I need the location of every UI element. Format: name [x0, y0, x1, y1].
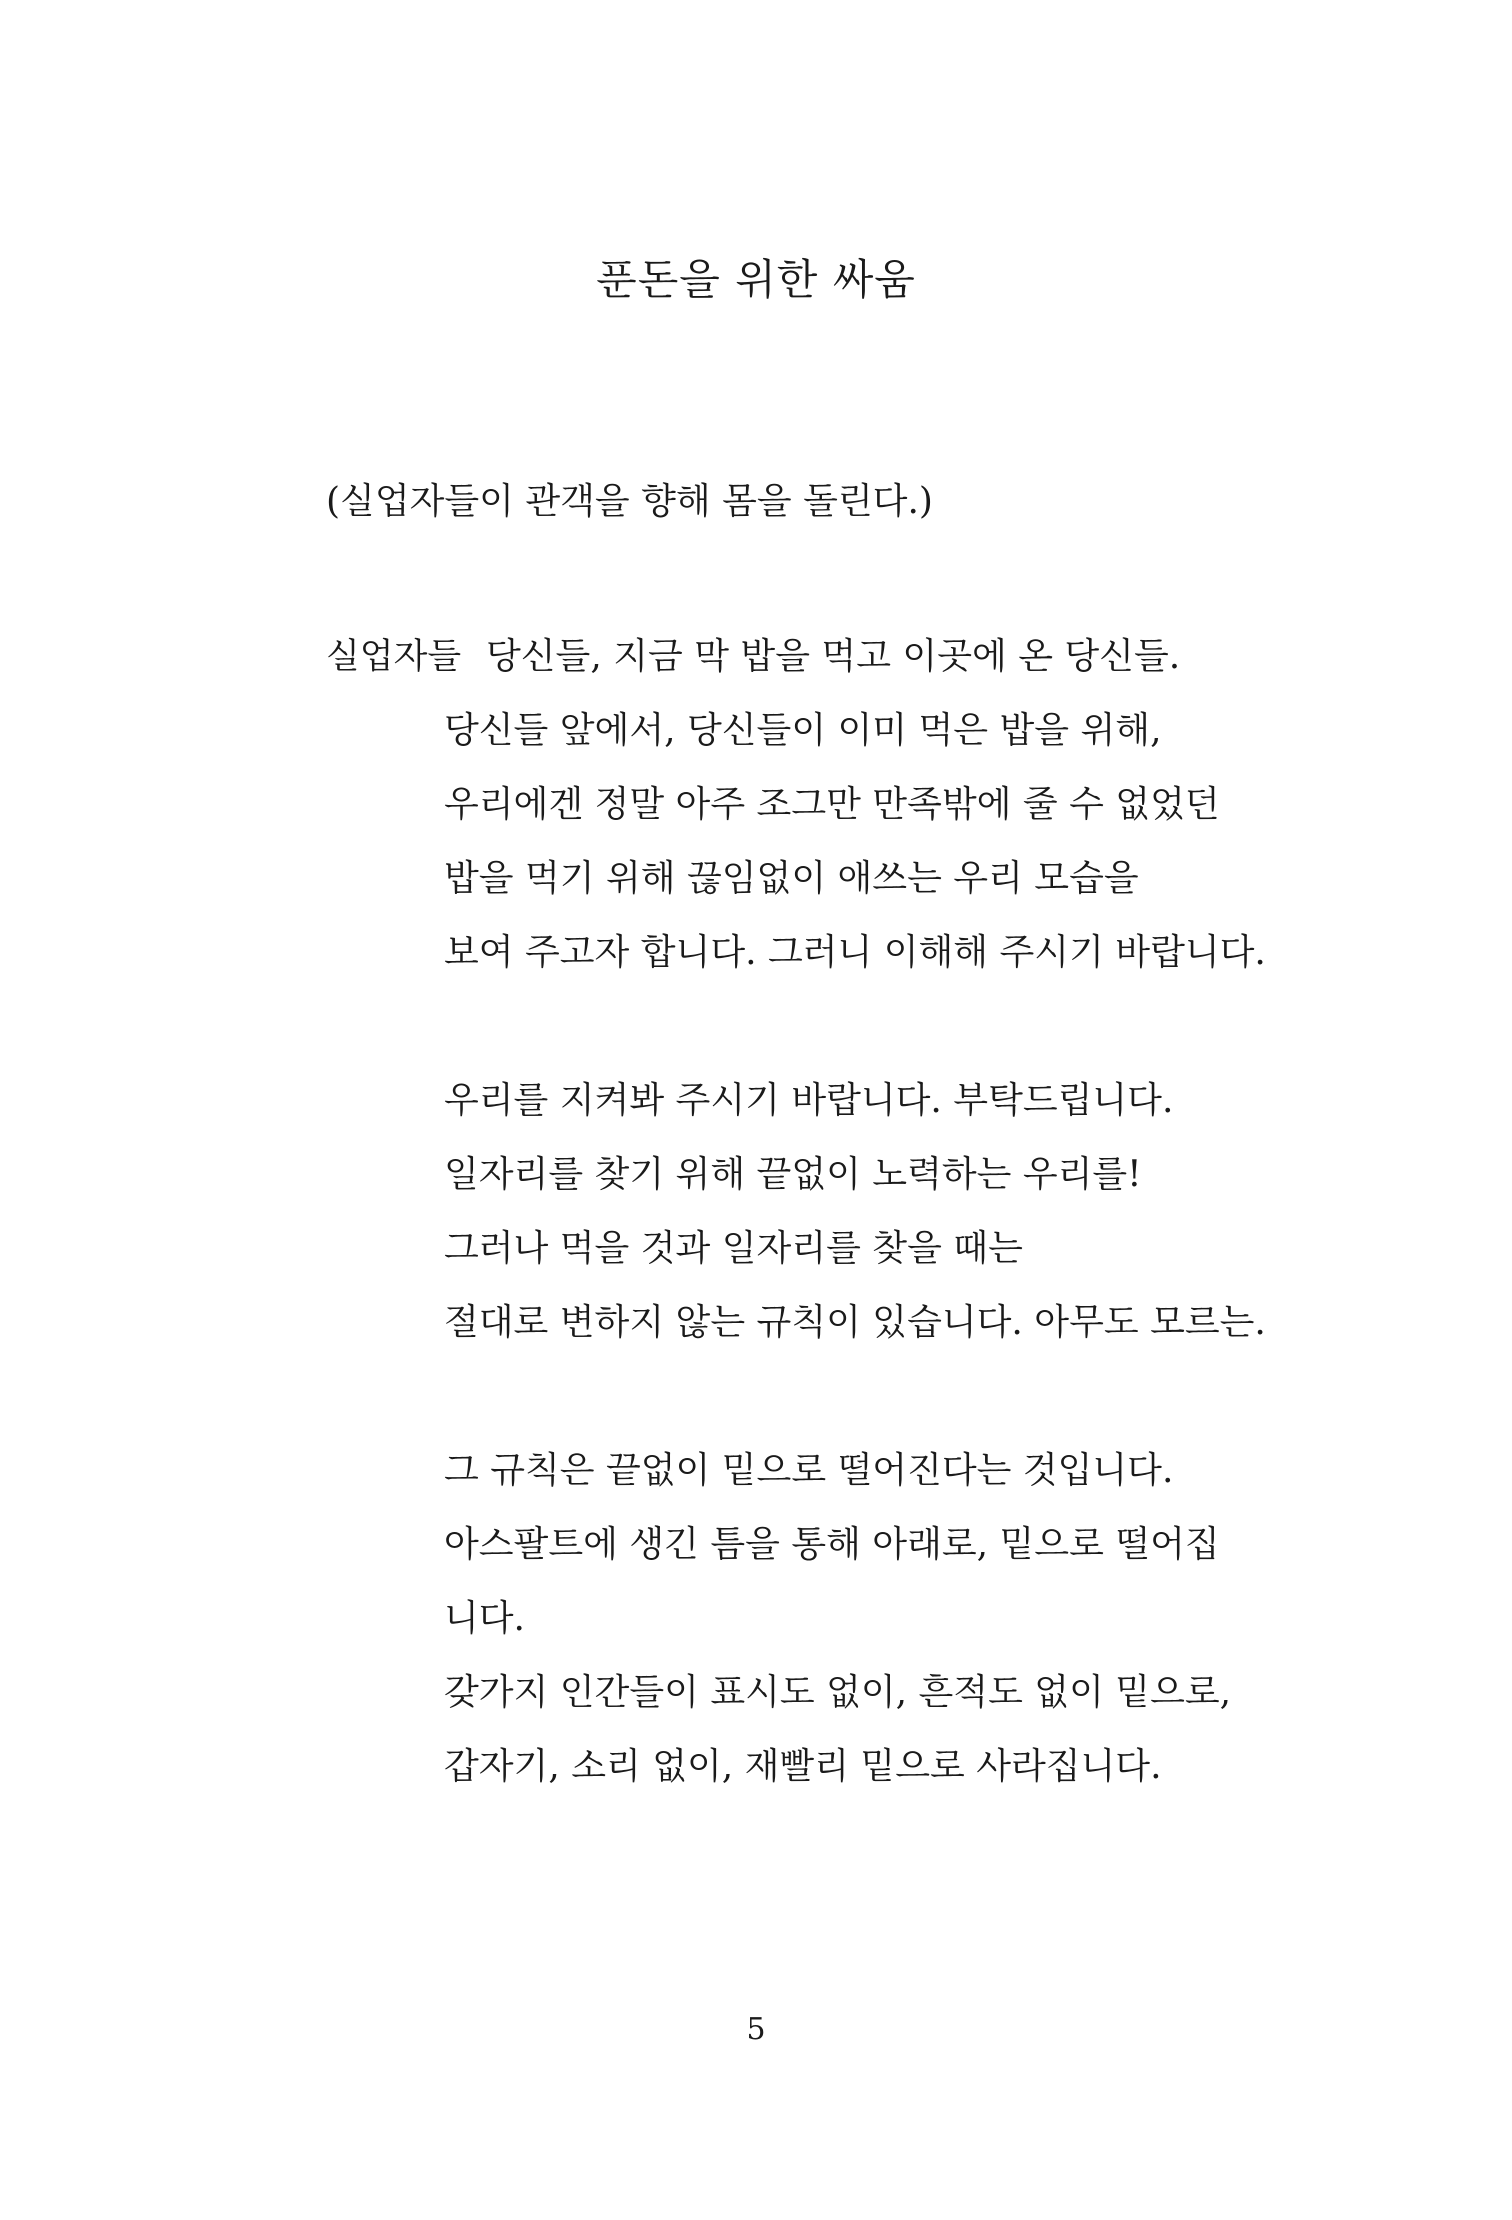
verse-line: 니다. [444, 1598, 525, 1639]
page-number: 5 [746, 2012, 766, 2047]
stanza [326, 1434, 1426, 1804]
speech-block [326, 620, 1426, 1804]
stage-direction: (실업자들이 관객을 향해 몸을 돌린다.) [326, 481, 933, 522]
verse-line: 당신들, 지금 막 밥을 먹고 이곳에 온 당신들. [486, 636, 1181, 677]
verse-line: 우리에겐 정말 아주 조그만 만족밖에 줄 수 없었던 [444, 784, 1220, 825]
stanza [326, 1064, 1426, 1360]
page-title: 푼돈을 위한 싸움 [596, 255, 916, 304]
verse-line: 갖가지 인간들이 표시도 없이, 흔적도 없이 밑으로, [444, 1672, 1232, 1713]
verse-line: 밥을 먹기 위해 끊임없이 애쓰는 우리 모습을 [444, 858, 1139, 899]
speaker-name: 실업자들 [326, 637, 462, 677]
verse-line: 일자리를 찾기 위해 끝없이 노력하는 우리를! [444, 1154, 1142, 1195]
verse-line: 우리를 지켜봐 주시기 바랍니다. 부탁드립니다. [444, 1080, 1174, 1121]
stanza [326, 620, 1426, 990]
verse-line: 보여 주고자 합니다. 그러니 이해해 주시기 바랍니다. [444, 932, 1266, 973]
verse-line: 그러나 먹을 것과 일자리를 찾을 때는 [444, 1228, 1023, 1269]
verse-line: 갑자기, 소리 없이, 재빨리 밑으로 사라집니다. [444, 1746, 1162, 1787]
verse-line: 당신들 앞에서, 당신들이 이미 먹은 밥을 위해, [444, 710, 1162, 751]
verse-line: 절대로 변하지 않는 규칙이 있습니다. 아무도 모르는. [444, 1302, 1266, 1343]
verse-line: 그 규칙은 끝없이 밑으로 떨어진다는 것입니다. [444, 1450, 1174, 1491]
verse-line: 아스팔트에 생긴 틈을 통해 아래로, 밑으로 떨어집 [444, 1524, 1220, 1565]
